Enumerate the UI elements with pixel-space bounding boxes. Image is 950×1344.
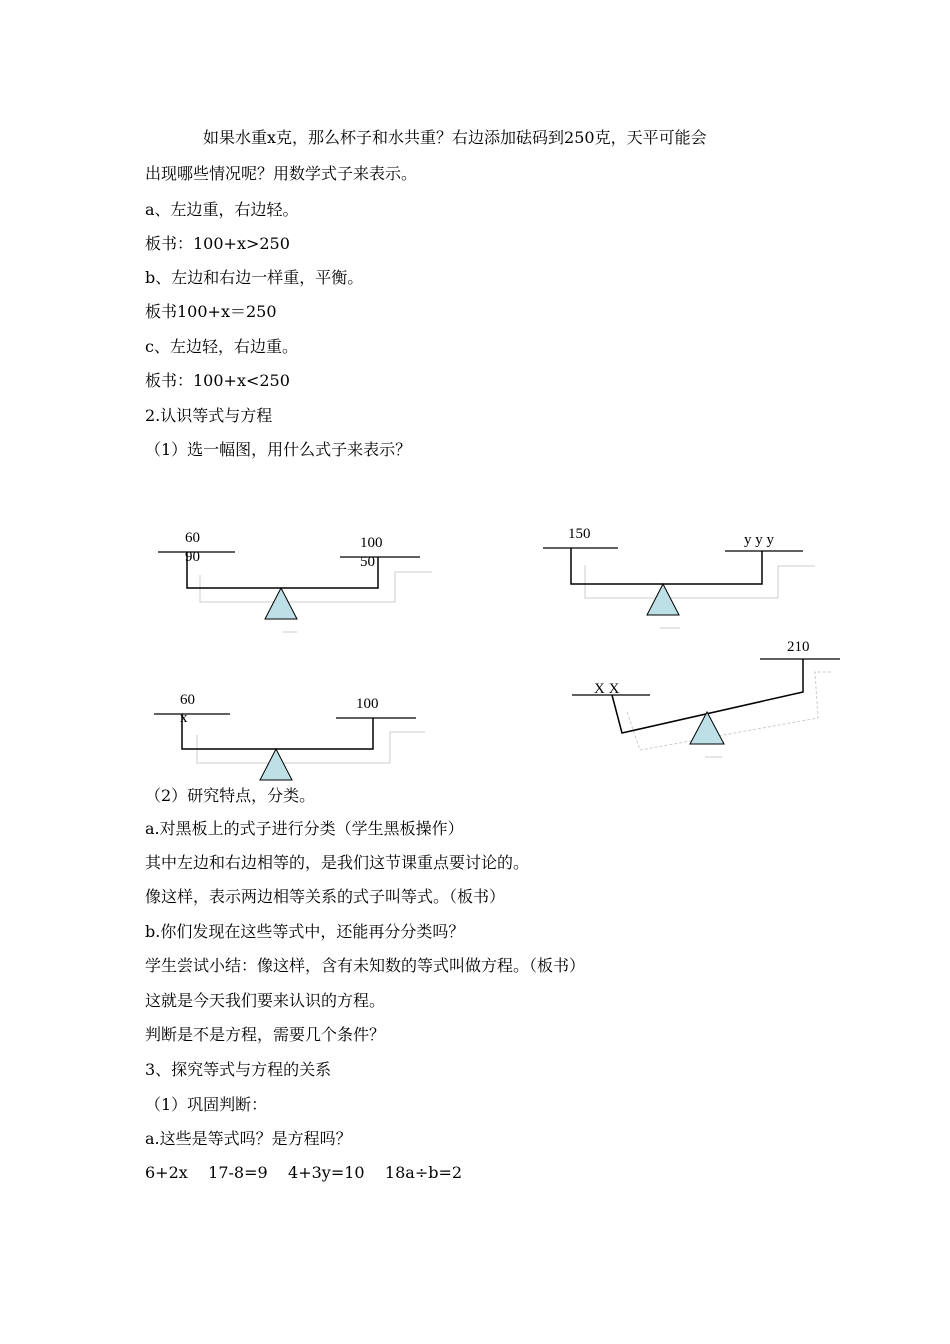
paragraph: 学生尝试小结：像这样，含有未知数的等式叫做方程。（板书） [145,956,586,975]
paragraph: 判断是不是方程，需要几个条件？ [145,1025,386,1044]
section-heading: 2.认识等式与方程 [145,406,273,425]
weight-label: X X [594,681,620,697]
paragraph: c、左边轻，右边重。 [145,337,298,356]
paragraph: 板书100+x＝250 [145,302,277,321]
weight-label: 60 [185,530,200,546]
paragraph: （2）研究特点，分类。 [145,786,316,805]
paragraph: 出现哪些情况呢？用数学式子来表示。 [145,164,418,183]
paragraph: 其中左边和右边相等的，是我们这节课重点要讨论的。 [145,853,530,872]
weight-label: 50 [360,554,375,570]
balance-3 [154,692,425,780]
weight-label: 100 [360,535,383,551]
paragraph: a.对黑板上的式子进行分类（学生黑板操作） [145,819,464,838]
paragraph: 板书：100+x>250 [145,234,290,253]
paragraph: 板书：100+x<250 [145,371,290,390]
weight-label: y y y [744,532,774,548]
weight-label: x [180,710,188,726]
paragraph: a、左边重，右边轻。 [145,200,299,219]
balance-4 [572,639,840,757]
weight-label: 90 [185,549,200,565]
paragraph: （1）巩固判断： [145,1095,268,1114]
paragraph: a.这些是等式吗？是方程吗？ [145,1129,352,1148]
paragraph: （1）选一幅图，用什么式子来表示？ [145,440,412,459]
paragraph: 这就是今天我们要来认识的方程。 [145,991,386,1010]
equation-list: 6+2x 17-8=9 4+3y=10 18a÷b=2 [145,1163,463,1182]
weight-label: 150 [568,526,591,542]
section-heading: 3、探究等式与方程的关系 [145,1060,332,1079]
paragraph: b.你们发现在这些等式中，还能再分分类吗？ [145,922,465,941]
weight-label: 100 [356,696,379,712]
weight-label: 210 [787,639,810,655]
paragraph: b、左边和右边一样重，平衡。 [145,268,364,287]
balance-2 [543,526,815,628]
paragraph: 像这样，表示两边相等关系的式子叫等式。（板书） [145,887,506,906]
balance-1 [158,530,432,632]
weight-label: 60 [180,692,195,708]
paragraph: 如果水重x克，那么杯子和水共重？右边添加砝码到250克，天平可能会 [203,128,707,147]
